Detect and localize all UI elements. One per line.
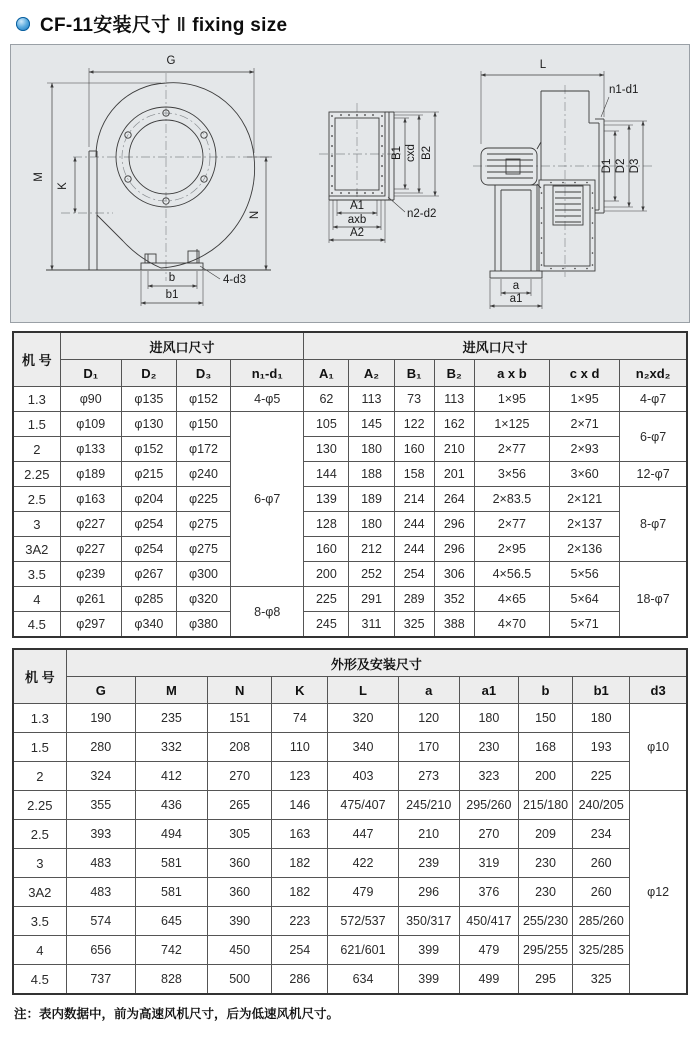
- dim-label-b: b: [168, 272, 176, 284]
- bolt-hole-icon: [201, 132, 207, 138]
- table-cell: 479: [328, 878, 398, 907]
- table-cell: 188: [349, 462, 394, 487]
- table-cell: 1×95: [550, 387, 620, 412]
- table-cell: 190: [66, 704, 135, 733]
- table-row: [13, 462, 687, 487]
- table-cell: 320: [328, 704, 398, 733]
- table-cell: 182: [272, 849, 328, 878]
- table-cell: 4-φ7: [620, 387, 687, 412]
- table-cell: φ254: [121, 512, 176, 537]
- table-cell: 122: [394, 412, 434, 437]
- table-cell: φ261: [60, 587, 121, 612]
- dim-label-axb: axb: [347, 214, 367, 226]
- table-row: [13, 762, 687, 791]
- table-cell: φ10: [630, 704, 687, 791]
- table-cell: 324: [66, 762, 135, 791]
- table-cell: 296: [434, 512, 474, 537]
- table-cell: 494: [135, 820, 207, 849]
- inlet-outlet-size-table: [12, 331, 688, 638]
- column-header: n₁-d₁: [231, 360, 304, 387]
- table-cell: 350/317: [398, 907, 459, 936]
- table-cell: φ12: [630, 791, 687, 995]
- dim-label-m: M: [33, 172, 45, 182]
- table-cell: 447: [328, 820, 398, 849]
- housing-bolt-dots: [541, 182, 594, 270]
- outline-mounting-size-table: [12, 648, 688, 995]
- table-cell: 128: [304, 512, 349, 537]
- table-cell: 214: [394, 487, 434, 512]
- table-cell: 323: [459, 762, 518, 791]
- table-cell: 737: [66, 965, 135, 995]
- table-row: [13, 487, 687, 512]
- table-cell: 2×77: [474, 512, 549, 537]
- footnote: 注：表内数据中，前为高速风机尺寸，后为低速风机尺寸。: [14, 1007, 340, 1021]
- table-cell: 235: [135, 704, 207, 733]
- side-view-drawing: [473, 59, 655, 309]
- table-cell: 581: [135, 849, 207, 878]
- table-row: [13, 820, 687, 849]
- table-row: [13, 512, 687, 537]
- table-cell: 8-φ8: [231, 587, 304, 638]
- table-cell: 182: [272, 878, 328, 907]
- table-cell: 163: [272, 820, 328, 849]
- table-cell: 2×83.5: [474, 487, 549, 512]
- table-cell: 305: [208, 820, 272, 849]
- table-row: [13, 437, 687, 462]
- table-cell: 255/230: [518, 907, 572, 936]
- table-cell: 742: [135, 936, 207, 965]
- dim-label-d3: D3: [629, 158, 641, 174]
- table-cell: 130: [304, 437, 349, 462]
- table-row: [13, 587, 687, 612]
- table-cell: 223: [272, 907, 328, 936]
- table-row: [13, 562, 687, 587]
- table-cell: 280: [66, 733, 135, 762]
- table-cell: 73: [394, 387, 434, 412]
- table-cell: φ239: [60, 562, 121, 587]
- machine-number-cell: 4.5: [13, 965, 66, 995]
- table-cell: 180: [349, 437, 394, 462]
- table-cell: φ152: [121, 437, 176, 462]
- table-cell: 123: [272, 762, 328, 791]
- table-cell: 210: [434, 437, 474, 462]
- table-cell: 208: [208, 733, 272, 762]
- machine-number-cell: 4: [13, 936, 66, 965]
- table-cell: φ320: [176, 587, 230, 612]
- machine-number-cell: 2: [13, 437, 60, 462]
- table-cell: 160: [394, 437, 434, 462]
- column-header: d3: [630, 677, 687, 704]
- machine-number-cell: 3A2: [13, 537, 60, 562]
- table-cell: 215/180: [518, 791, 572, 820]
- table-cell: 450/417: [459, 907, 518, 936]
- table-cell: 260: [573, 849, 630, 878]
- table-cell: 572/537: [328, 907, 398, 936]
- table-cell: 340: [328, 733, 398, 762]
- table-cell: 170: [398, 733, 459, 762]
- table-cell: 189: [349, 487, 394, 512]
- table-cell: 483: [66, 878, 135, 907]
- table-cell: 180: [573, 704, 630, 733]
- column-header: c x d: [550, 360, 620, 387]
- table-cell: φ152: [176, 387, 230, 412]
- column-header: 机 号: [13, 649, 66, 704]
- table-cell: 393: [66, 820, 135, 849]
- machine-number-cell: 3.5: [13, 907, 66, 936]
- column-header: M: [135, 677, 207, 704]
- table-cell: 113: [434, 387, 474, 412]
- table-row: [13, 704, 687, 733]
- column-header: B₂: [434, 360, 474, 387]
- table-cell: φ300: [176, 562, 230, 587]
- column-header: B₁: [394, 360, 434, 387]
- table-cell: 295/260: [459, 791, 518, 820]
- table-cell: 499: [459, 965, 518, 995]
- dim-label-g: G: [166, 55, 176, 67]
- technical-drawings: [11, 45, 689, 322]
- table-row: [13, 878, 687, 907]
- machine-number-cell: 1.5: [13, 412, 60, 437]
- table-cell: 325/285: [573, 936, 630, 965]
- machine-number-cell: 2.25: [13, 462, 60, 487]
- table-cell: φ297: [60, 612, 121, 638]
- table-cell: 270: [459, 820, 518, 849]
- table-cell: 483: [66, 849, 135, 878]
- table-cell: 403: [328, 762, 398, 791]
- table-cell: 325: [573, 965, 630, 995]
- table-row: [13, 387, 687, 412]
- table-cell: 352: [434, 587, 474, 612]
- table-cell: 193: [573, 733, 630, 762]
- table-cell: 230: [518, 878, 572, 907]
- table-cell: 376: [459, 878, 518, 907]
- column-header: a1: [459, 677, 518, 704]
- table-cell: φ189: [60, 462, 121, 487]
- machine-number-cell: 2.5: [13, 487, 60, 512]
- column-header: D₂: [121, 360, 176, 387]
- table-cell: 450: [208, 936, 272, 965]
- machine-number-cell: 3: [13, 512, 60, 537]
- table-cell: 230: [459, 733, 518, 762]
- table-cell: 581: [135, 878, 207, 907]
- dim-label-n1-d1: n1-d1: [609, 84, 639, 96]
- table-row: [13, 965, 687, 995]
- machine-number-cell: 2.25: [13, 791, 66, 820]
- machine-number-cell: 4.5: [13, 612, 60, 638]
- table-cell: 201: [434, 462, 474, 487]
- dim-label-k: K: [57, 182, 69, 190]
- dim-label-b1-outlet: B1: [391, 145, 403, 161]
- machine-number-cell: 1.3: [13, 387, 60, 412]
- table-cell: 234: [573, 820, 630, 849]
- table-cell: 225: [573, 762, 630, 791]
- dim-label-a1: a1: [509, 293, 523, 305]
- table-cell: φ254: [121, 537, 176, 562]
- table-cell: 325: [394, 612, 434, 638]
- dim-label-n2-d2: n2-d2: [407, 208, 437, 220]
- dim-label-d1: D1: [601, 158, 613, 174]
- table-cell: 645: [135, 907, 207, 936]
- dim-label-b2-outlet: B2: [421, 145, 433, 161]
- table-cell: 252: [349, 562, 394, 587]
- table-cell: 1×125: [474, 412, 549, 437]
- table-cell: φ215: [121, 462, 176, 487]
- table-cell: 18-φ7: [620, 562, 687, 638]
- table-cell: φ275: [176, 537, 230, 562]
- table-cell: 245: [304, 612, 349, 638]
- table-cell: 145: [349, 412, 394, 437]
- column-header: a: [398, 677, 459, 704]
- machine-number-cell: 3A2: [13, 878, 66, 907]
- table-row: [13, 849, 687, 878]
- dim-label-l: L: [539, 59, 547, 71]
- machine-number-cell: 1.3: [13, 704, 66, 733]
- outlet-view-drawing: [319, 103, 439, 243]
- table-cell: 210: [398, 820, 459, 849]
- table-cell: 621/601: [328, 936, 398, 965]
- table-cell: φ380: [176, 612, 230, 638]
- table-cell: φ285: [121, 587, 176, 612]
- table-cell: 113: [349, 387, 394, 412]
- table-cell: 270: [208, 762, 272, 791]
- table-cell: 254: [272, 936, 328, 965]
- column-header: L: [328, 677, 398, 704]
- table-cell: 360: [208, 878, 272, 907]
- table-cell: 306: [434, 562, 474, 587]
- table1-body: [13, 387, 687, 638]
- table-cell: 360: [208, 849, 272, 878]
- dim-label-b1: b1: [165, 289, 179, 301]
- table-cell: 254: [394, 562, 434, 587]
- table-row: [13, 612, 687, 638]
- table-cell: 475/407: [328, 791, 398, 820]
- column-header: N: [208, 677, 272, 704]
- table-cell: 240/205: [573, 791, 630, 820]
- column-header: 进风口尺寸: [304, 332, 687, 360]
- column-header: 进风口尺寸: [60, 332, 304, 360]
- table-cell: 5×71: [550, 612, 620, 638]
- column-header: 机 号: [13, 332, 60, 387]
- machine-number-cell: 4: [13, 587, 60, 612]
- table-cell: 150: [518, 704, 572, 733]
- table-cell: 422: [328, 849, 398, 878]
- table-cell: 144: [304, 462, 349, 487]
- table-cell: 264: [434, 487, 474, 512]
- bullet-icon: [16, 17, 30, 31]
- machine-number-cell: 2: [13, 762, 66, 791]
- column-header: A₂: [349, 360, 394, 387]
- table-cell: 285/260: [573, 907, 630, 936]
- table2-header: [13, 649, 687, 704]
- table-row: [13, 537, 687, 562]
- table-cell: φ240: [176, 462, 230, 487]
- table-cell: 139: [304, 487, 349, 512]
- table-cell: 110: [272, 733, 328, 762]
- table-cell: 162: [434, 412, 474, 437]
- table-cell: 436: [135, 791, 207, 820]
- table-cell: 2×77: [474, 437, 549, 462]
- table-cell: φ90: [60, 387, 121, 412]
- table-cell: 200: [304, 562, 349, 587]
- table-cell: 1×95: [474, 387, 549, 412]
- table-cell: 12-φ7: [620, 462, 687, 487]
- table-cell: φ172: [176, 437, 230, 462]
- page-title-zh: CF-11安装尺寸: [40, 15, 171, 36]
- technical-drawing-panel: [10, 44, 690, 323]
- table-cell: 634: [328, 965, 398, 995]
- table-cell: 225: [304, 587, 349, 612]
- column-header: D₃: [176, 360, 230, 387]
- table-cell: 244: [394, 512, 434, 537]
- table-row: [13, 733, 687, 762]
- table-cell: 295: [518, 965, 572, 995]
- table-cell: φ133: [60, 437, 121, 462]
- table-cell: 311: [349, 612, 394, 638]
- machine-number-cell: 3.5: [13, 562, 60, 587]
- table-cell: 3×60: [550, 462, 620, 487]
- table-cell: 180: [349, 512, 394, 537]
- table1-header: [13, 332, 687, 387]
- table-cell: 412: [135, 762, 207, 791]
- table-cell: 2×121: [550, 487, 620, 512]
- table-cell: 286: [272, 965, 328, 995]
- machine-number-cell: 1.5: [13, 733, 66, 762]
- table-cell: φ135: [121, 387, 176, 412]
- table-row: [13, 791, 687, 820]
- table-cell: 6-φ7: [231, 412, 304, 587]
- table-cell: 2×95: [474, 537, 549, 562]
- table-cell: 390: [208, 907, 272, 936]
- table-cell: φ150: [176, 412, 230, 437]
- table-cell: 180: [459, 704, 518, 733]
- table-cell: 265: [208, 791, 272, 820]
- table-cell: 62: [304, 387, 349, 412]
- table-cell: 168: [518, 733, 572, 762]
- table-cell: 656: [66, 936, 135, 965]
- machine-number-cell: 3: [13, 849, 66, 878]
- table-cell: 4-φ5: [231, 387, 304, 412]
- dim-label-a1-outlet: A1: [349, 200, 365, 212]
- table-cell: φ225: [176, 487, 230, 512]
- table-cell: φ204: [121, 487, 176, 512]
- table-cell: 500: [208, 965, 272, 995]
- table-cell: φ340: [121, 612, 176, 638]
- dim-label-cxd: cxd: [405, 144, 417, 162]
- dim-label-a: a: [512, 280, 520, 292]
- table-cell: 4×56.5: [474, 562, 549, 587]
- column-header: b: [518, 677, 572, 704]
- table-cell: 5×56: [550, 562, 620, 587]
- page-title-en: fixing size: [192, 15, 288, 36]
- table-cell: φ267: [121, 562, 176, 587]
- machine-number-cell: 2.5: [13, 820, 66, 849]
- table-cell: 239: [398, 849, 459, 878]
- table-cell: 273: [398, 762, 459, 791]
- table-cell: 260: [573, 878, 630, 907]
- table-row: [13, 412, 687, 437]
- table-cell: 574: [66, 907, 135, 936]
- table-cell: 4×70: [474, 612, 549, 638]
- dim-label-n: N: [249, 210, 261, 220]
- page-title: [40, 10, 287, 37]
- table-cell: 4×65: [474, 587, 549, 612]
- column-header: D₁: [60, 360, 121, 387]
- column-header: a x b: [474, 360, 549, 387]
- table-cell: 105: [304, 412, 349, 437]
- column-header: A₁: [304, 360, 349, 387]
- table-cell: 289: [394, 587, 434, 612]
- table-cell: 828: [135, 965, 207, 995]
- dim-label-d2: D2: [615, 158, 627, 174]
- table-cell: 388: [434, 612, 474, 638]
- table-cell: 355: [66, 791, 135, 820]
- table-cell: 158: [394, 462, 434, 487]
- table-cell: φ130: [121, 412, 176, 437]
- table-cell: 8-φ7: [620, 487, 687, 562]
- table-cell: 200: [518, 762, 572, 791]
- table-cell: 5×64: [550, 587, 620, 612]
- table-cell: 332: [135, 733, 207, 762]
- table-cell: 2×93: [550, 437, 620, 462]
- table-cell: 209: [518, 820, 572, 849]
- table2-body: [13, 704, 687, 995]
- table-cell: 244: [394, 537, 434, 562]
- table-cell: 212: [349, 537, 394, 562]
- table-cell: φ163: [60, 487, 121, 512]
- column-header: K: [272, 677, 328, 704]
- table-cell: 399: [398, 965, 459, 995]
- table-cell: 296: [398, 878, 459, 907]
- table-cell: 319: [459, 849, 518, 878]
- table-cell: φ109: [60, 412, 121, 437]
- table-cell: 230: [518, 849, 572, 878]
- table-cell: φ227: [60, 537, 121, 562]
- table-cell: φ275: [176, 512, 230, 537]
- table-cell: 245/210: [398, 791, 459, 820]
- table-row: [13, 936, 687, 965]
- table-cell: 2×71: [550, 412, 620, 437]
- table-cell: 151: [208, 704, 272, 733]
- dim-label-a2-outlet: A2: [349, 227, 365, 239]
- table-cell: 295/255: [518, 936, 572, 965]
- table-cell: 6-φ7: [620, 412, 687, 462]
- title-separator: ‖: [176, 15, 187, 36]
- dim-label-4-d3: 4-d3: [223, 274, 247, 286]
- table-cell: 160: [304, 537, 349, 562]
- column-header: n₂xd₂: [620, 360, 687, 387]
- table-row: [13, 907, 687, 936]
- table-cell: φ227: [60, 512, 121, 537]
- column-header: 外形及安装尺寸: [66, 649, 687, 677]
- table-cell: 399: [398, 936, 459, 965]
- table-cell: 2×136: [550, 537, 620, 562]
- column-header: G: [66, 677, 135, 704]
- page-header: [0, 0, 700, 44]
- table-cell: 2×137: [550, 512, 620, 537]
- table-cell: 479: [459, 936, 518, 965]
- table-cell: 3×56: [474, 462, 549, 487]
- table-cell: 291: [349, 587, 394, 612]
- table-cell: 74: [272, 704, 328, 733]
- table-cell: 146: [272, 791, 328, 820]
- column-header: b1: [573, 677, 630, 704]
- table-cell: 296: [434, 537, 474, 562]
- table-cell: 120: [398, 704, 459, 733]
- front-view-drawing: [33, 55, 272, 306]
